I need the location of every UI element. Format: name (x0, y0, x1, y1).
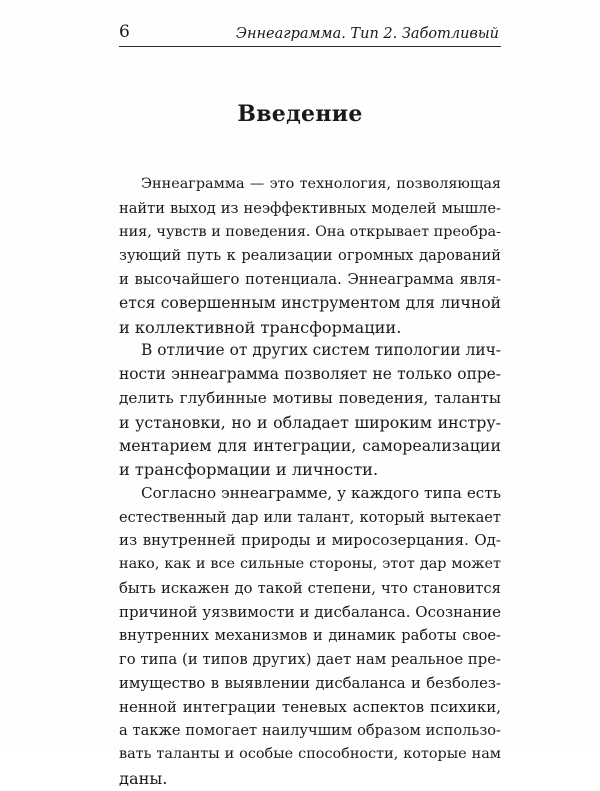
text-line: вать таланты и особые способности, которые нам (119, 746, 501, 762)
body-text (119, 173, 501, 791)
text-line: нако, как и все сильные стороны, этот дар может (119, 556, 501, 572)
chapter-title: Введение (237, 101, 363, 127)
text-line: причиной уязвимости и дисбаланса. Осознание (119, 602, 501, 621)
paragraph-1 (119, 173, 501, 339)
text-line: быть искажен до такой степени, что становится (119, 579, 501, 597)
paragraph-3 (119, 482, 501, 791)
text-line: а также помогает наилучшим образом использо- (119, 722, 501, 740)
text-line: найти выход из неэффективных моделей мышле- (119, 199, 501, 217)
text-line: и установки, но и обладает широким инстру- (119, 412, 501, 432)
text-line: ния, чувств и поведения. Она открывает преобра- (119, 223, 501, 240)
text-line: ется совершенным инструментом для личной (119, 293, 501, 312)
running-title: Эннеаграмма. Тип 2. Заботливый (235, 26, 499, 42)
text-line: даны. (119, 768, 168, 788)
text-line: ности эннеаграмма позволяет не только опре- (119, 365, 501, 383)
page-number: 6 (119, 22, 130, 42)
text-line: го типа (и типов других) дает нам реальное пре- (119, 651, 501, 668)
text-line: внутренних механизмов и динамик работы свое- (119, 627, 501, 645)
text-line: естественный дар или талант, который вытекает (119, 508, 501, 526)
text-line: В отличие от других систем типологии лич- (141, 341, 501, 360)
text-line: Согласно эннеаграмме, у каждого типа есть (141, 483, 501, 502)
text-line: из внутренней природы и миросозерцания. Од- (119, 531, 501, 550)
paragraph-2 (119, 339, 501, 482)
running-header (119, 22, 501, 47)
text-line: зующий путь к реализации огромных дарований (119, 247, 501, 265)
text-line: ненной интеграции теневых аспектов психики, (119, 697, 501, 716)
text-line: и коллективной трансформации. (119, 317, 402, 337)
text-line: и трансформации и личности. (119, 460, 379, 479)
text-line: Эннеаграмма — это технология, позволяющая (141, 176, 501, 192)
text-line: и высочайшего потенциала. Эннеаграмма явля- (119, 271, 501, 288)
text-line: ментарием для интеграции, самореализации (119, 436, 501, 456)
text-line: делить глубинные мотивы поведения, таланты (119, 388, 501, 407)
text-line: имущество в выявлении дисбаланса и безболез- (119, 674, 501, 692)
